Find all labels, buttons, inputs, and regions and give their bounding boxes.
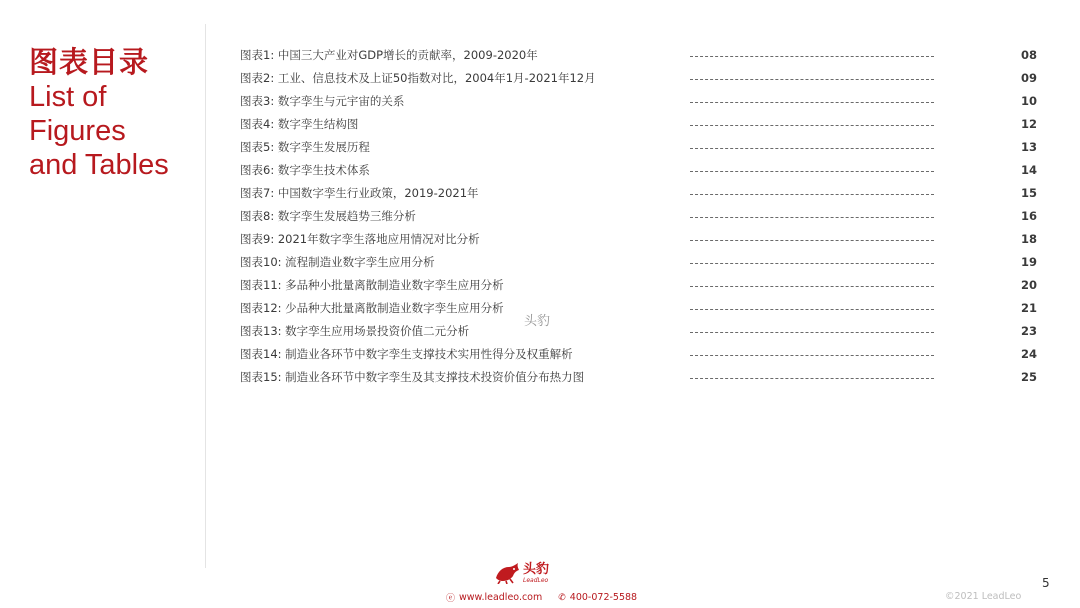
toc-entry-label: 图表14: 制造业各环节中数字孪生支撑技术实用性得分及权重解析 bbox=[240, 347, 573, 361]
toc-leader-dots bbox=[690, 194, 934, 195]
toc-entry-label: 图表1: 中国三大产业对GDP增长的贡献率，2009-2020年 bbox=[240, 48, 538, 62]
toc-leader-dots bbox=[690, 125, 934, 126]
toc-entry[interactable] bbox=[240, 366, 1040, 389]
toc-entry-page: 16 bbox=[1020, 209, 1037, 223]
toc-entry-page: 13 bbox=[1020, 140, 1037, 154]
toc-entry-label: 图表2: 工业、信息技术及上证50指数对比，2004年1月-2021年12月 bbox=[240, 71, 596, 85]
toc-entry-label: 图表5: 数字孪生发展历程 bbox=[240, 140, 370, 154]
toc-entry-label: 图表3: 数字孪生与元宇宙的关系 bbox=[240, 94, 405, 108]
toc-entry[interactable] bbox=[240, 67, 1040, 90]
toc-entry[interactable] bbox=[240, 113, 1040, 136]
toc-entry-page: 14 bbox=[1020, 163, 1037, 177]
toc-entry-page: 18 bbox=[1020, 232, 1037, 246]
toc-entry-label: 图表9: 2021年数字孪生落地应用情况对比分析 bbox=[240, 232, 480, 246]
toc-leader-dots bbox=[690, 286, 934, 287]
toc-leader-dots bbox=[690, 171, 934, 172]
toc-leader-dots bbox=[690, 148, 934, 149]
toc-entry-page: 08 bbox=[1020, 48, 1037, 62]
toc-leader-dots bbox=[690, 309, 934, 310]
toc-entry[interactable] bbox=[240, 297, 1040, 320]
toc-entry-page: 24 bbox=[1020, 347, 1037, 361]
toc-leader-dots bbox=[690, 263, 934, 264]
heading-title-en-line-1: List of bbox=[29, 81, 107, 113]
toc-leader-dots bbox=[690, 355, 934, 356]
toc-entry[interactable] bbox=[240, 343, 1040, 366]
browser-icon: ⓔ bbox=[446, 594, 456, 604]
toc-entry-page: 15 bbox=[1020, 186, 1037, 200]
heading-title-en-line-2: Figures bbox=[29, 115, 126, 147]
toc-leader-dots bbox=[690, 240, 934, 241]
leopard-logo-icon bbox=[494, 562, 520, 584]
toc-entry[interactable] bbox=[240, 90, 1040, 113]
watermark: 头豹 bbox=[524, 314, 551, 329]
toc-entry-label: 图表13: 数字孪生应用场景投资价值二元分析 bbox=[240, 324, 470, 338]
logo-wordmark bbox=[523, 563, 549, 584]
toc-entry[interactable] bbox=[240, 228, 1040, 251]
toc-entry-page: 12 bbox=[1020, 117, 1037, 131]
toc-entry-label: 图表15: 制造业各环节中数字孪生及其支撑技术投资价值分布热力图 bbox=[240, 370, 585, 384]
toc-entry[interactable] bbox=[240, 182, 1040, 205]
heading-title-en-line-3: and Tables bbox=[29, 149, 169, 181]
toc-entry-page: 20 bbox=[1020, 278, 1037, 292]
website-link[interactable]: www.leadleo.com bbox=[459, 592, 543, 603]
heading-title-cn: 图表目录 bbox=[29, 47, 150, 79]
phone-icon: ✆ bbox=[558, 592, 566, 603]
toc-entry[interactable] bbox=[240, 320, 1040, 343]
company-logo bbox=[494, 562, 549, 584]
logo-text-en: LeadLeo bbox=[523, 576, 549, 584]
toc-entry-label: 图表7: 中国数字孪生行业政策，2019-2021年 bbox=[240, 186, 479, 200]
toc-heading bbox=[29, 46, 199, 182]
logo-text-cn: 头豹 bbox=[523, 561, 550, 577]
toc-entry-label: 图表10: 流程制造业数字孪生应用分析 bbox=[240, 255, 435, 269]
toc-entry-label: 图表11: 多品种小批量离散制造业数字孪生应用分析 bbox=[240, 278, 504, 292]
toc-leader-dots bbox=[690, 102, 934, 103]
toc-leader-dots bbox=[690, 332, 934, 333]
toc-entry-label: 图表12: 少品种大批量离散制造业数字孪生应用分析 bbox=[240, 301, 504, 315]
toc-leader-dots bbox=[690, 79, 934, 80]
toc-leader-dots bbox=[690, 378, 934, 379]
toc-entry-page: 25 bbox=[1020, 370, 1037, 384]
toc-entry[interactable] bbox=[240, 136, 1040, 159]
toc-entry-label: 图表8: 数字孪生发展趋势三维分析 bbox=[240, 209, 416, 223]
toc-entry-page: 10 bbox=[1020, 94, 1037, 108]
copyright-notice: ©2021 LeadLeo bbox=[945, 591, 1022, 602]
toc-leader-dots bbox=[690, 56, 934, 57]
toc-entry-page: 23 bbox=[1020, 324, 1037, 338]
toc-entry[interactable] bbox=[240, 274, 1040, 297]
toc-entry[interactable] bbox=[240, 251, 1040, 274]
toc-list bbox=[240, 44, 1040, 389]
toc-entry-page: 09 bbox=[1020, 71, 1037, 85]
toc-entry[interactable] bbox=[240, 44, 1040, 67]
toc-entry[interactable] bbox=[240, 159, 1040, 182]
toc-entry[interactable] bbox=[240, 205, 1040, 228]
toc-entry-label: 图表4: 数字孪生结构图 bbox=[240, 117, 359, 131]
phone-number: 400-072-5588 bbox=[569, 592, 638, 603]
toc-entry-label: 图表6: 数字孪生技术体系 bbox=[240, 163, 370, 177]
toc-leader-dots bbox=[690, 217, 934, 218]
page-number: 5 bbox=[1042, 576, 1050, 590]
footer-contact bbox=[446, 591, 637, 604]
toc-entry-page: 19 bbox=[1020, 255, 1037, 269]
vertical-divider bbox=[205, 24, 206, 568]
toc-entry-page: 21 bbox=[1020, 301, 1037, 315]
